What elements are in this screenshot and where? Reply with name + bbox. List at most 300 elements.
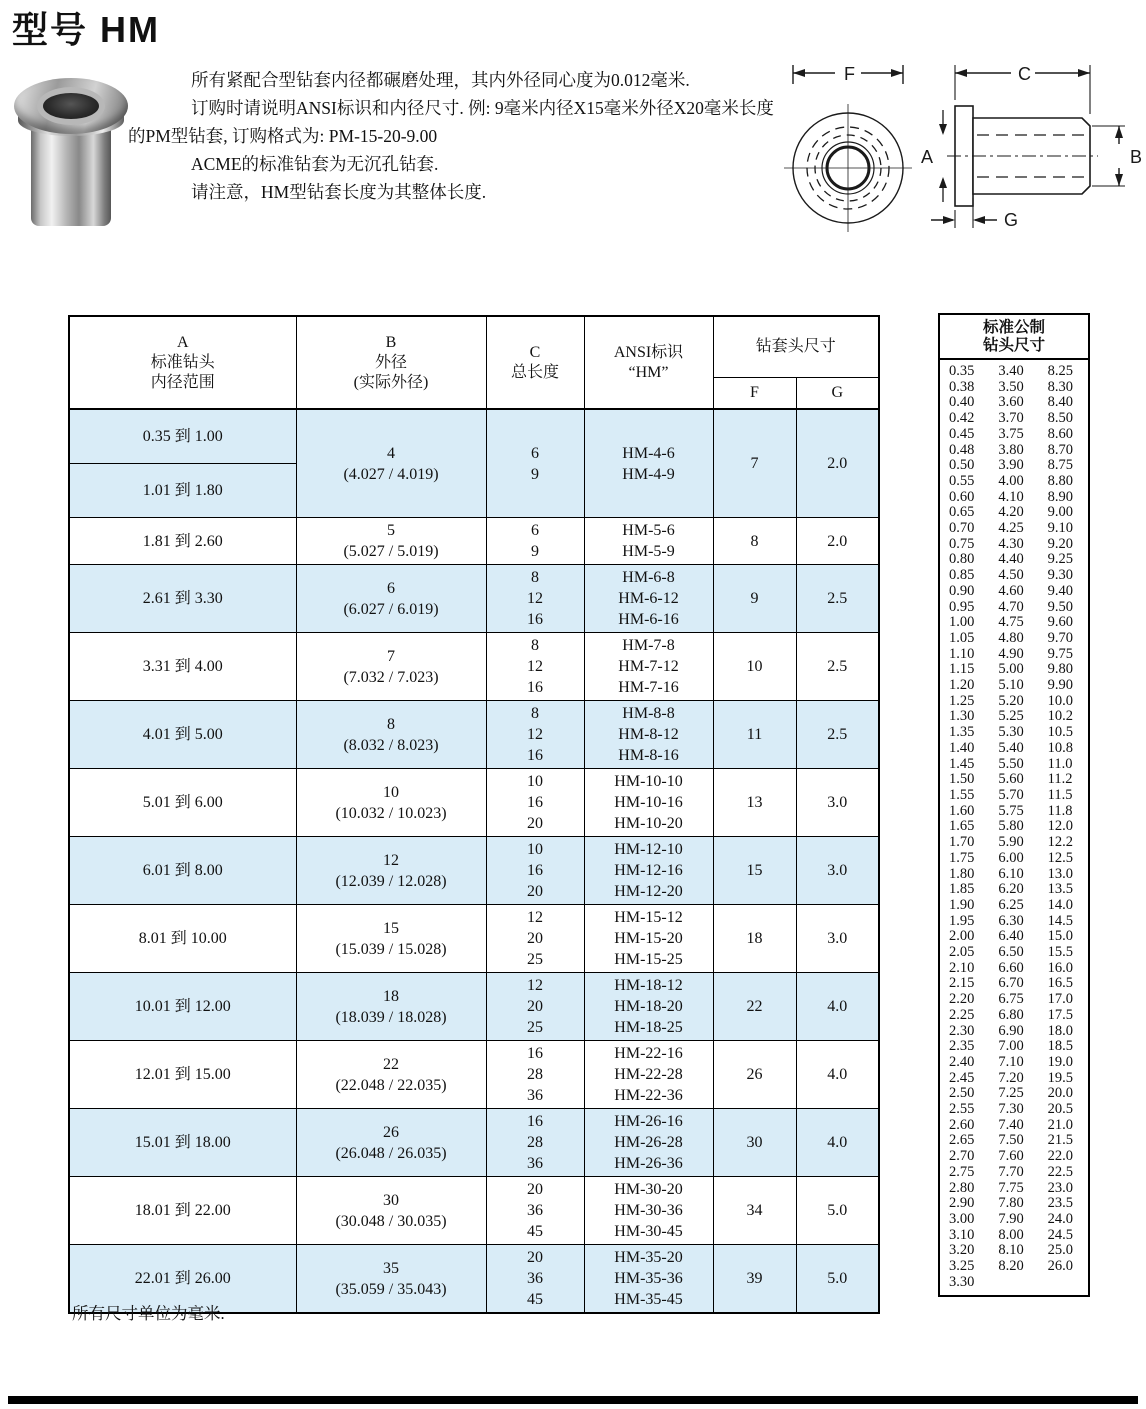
table-row — [69, 973, 879, 1041]
drill-size-value: 3.75 — [998, 425, 1024, 442]
drill-size-value: 9.70 — [1047, 629, 1074, 646]
cell-g: 5.0 — [796, 1245, 879, 1314]
dim-label-a: A — [920, 147, 933, 167]
drill-size-value: 16.0 — [1047, 959, 1074, 976]
table-row — [69, 905, 879, 973]
cell-g: 5.0 — [796, 1177, 879, 1245]
drill-size-value: 2.20 — [949, 991, 975, 1008]
drill-size-value: 0.35 — [949, 363, 975, 379]
cell-f: 22 — [713, 973, 796, 1041]
cell-range: 10.01 到 12.00 — [69, 973, 296, 1041]
cell-length: 6 9 — [486, 409, 584, 518]
table-row — [69, 633, 879, 701]
table-row — [69, 409, 879, 464]
drill-size-value: 9.50 — [1047, 598, 1074, 615]
drill-size-value: 1.95 — [949, 912, 975, 929]
cell-ansi: HM-18-12 HM-18-20 HM-18-25 — [584, 973, 713, 1041]
drill-size-value: 4.10 — [998, 488, 1024, 505]
metric-drill-table — [938, 313, 1090, 1297]
drill-size-value: 0.48 — [949, 441, 975, 458]
drill-size-value: 25.0 — [1047, 1242, 1074, 1259]
drill-size-value: 4.50 — [998, 567, 1024, 584]
drill-size-value: 13.0 — [1047, 865, 1074, 882]
drill-size-value: 4.25 — [998, 520, 1024, 537]
cell-g: 3.0 — [796, 769, 879, 837]
drill-size-value: 0.75 — [949, 535, 975, 552]
drill-size-value: 10.8 — [1047, 739, 1074, 756]
drill-size-value: 7.70 — [998, 1163, 1024, 1180]
drill-size-value: 4.00 — [998, 472, 1024, 489]
drill-size-value: 24.5 — [1047, 1226, 1074, 1243]
table-row — [69, 769, 879, 837]
main-table-body — [69, 409, 879, 1313]
drill-size-value: 6.50 — [998, 944, 1024, 961]
drill-size-value: 2.05 — [949, 944, 975, 961]
drill-size-value: 11.2 — [1047, 771, 1073, 788]
dim-label-b: B — [1130, 147, 1143, 167]
drill-size-value: 0.60 — [949, 488, 975, 505]
drill-size-value: 19.5 — [1047, 1069, 1074, 1086]
intro-line: 请注意，HM型钻套长度为其整体长度. — [191, 182, 487, 202]
drill-size-value: 20.5 — [1047, 1101, 1074, 1118]
drill-size-value: 10.2 — [1047, 708, 1074, 725]
drill-size-value: 1.10 — [949, 645, 975, 662]
drill-size-value: 5.75 — [998, 802, 1024, 819]
drill-size-value: 3.00 — [949, 1210, 975, 1227]
cell-length: 10 16 20 — [486, 769, 584, 837]
drill-size-value: 24.0 — [1047, 1210, 1074, 1227]
cell-od: 22 (22.048 / 22.035) — [296, 1041, 486, 1109]
intro-line: 所有紧配合型钻套内径都碾磨处理，其内外径同心度为0.012毫米. — [191, 70, 690, 90]
drill-size-value: 2.60 — [949, 1116, 975, 1133]
side-view-diagram — [931, 65, 1125, 228]
drill-size-value: 23.0 — [1047, 1179, 1074, 1196]
cell-g: 2.5 — [796, 701, 879, 769]
drill-size-value: 9.00 — [1047, 504, 1074, 521]
cell-od: 8 (8.032 / 8.023) — [296, 701, 486, 769]
drill-size-value: 1.05 — [949, 629, 975, 646]
cell-f: 9 — [713, 565, 796, 633]
drill-size-value: 7.75 — [998, 1179, 1024, 1196]
drill-size-value: 5.80 — [998, 818, 1024, 835]
drill-size-value: 11.8 — [1047, 802, 1073, 819]
table-row — [69, 518, 879, 565]
drill-size-value: 4.20 — [998, 504, 1024, 521]
header-g: G — [796, 378, 879, 410]
drill-size-value: 0.55 — [949, 472, 975, 489]
drill-size-value: 19.0 — [1047, 1053, 1074, 1070]
drill-size-value: 22.0 — [1047, 1148, 1074, 1165]
cell-ansi: HM-8-8 HM-8-12 HM-8-16 — [584, 701, 713, 769]
drill-size-value: 0.80 — [949, 551, 975, 568]
dimension-diagram — [783, 56, 1143, 251]
drill-size-value: 2.10 — [949, 959, 975, 976]
drill-size-value: 4.80 — [998, 629, 1024, 646]
drill-size-value: 4.30 — [998, 535, 1024, 552]
drill-size-value: 1.65 — [949, 818, 975, 835]
drill-size-value: 0.70 — [949, 520, 975, 537]
drill-size-value: 5.10 — [998, 677, 1024, 694]
drill-size-value: 23.5 — [1047, 1195, 1074, 1212]
drill-size-value: 1.25 — [949, 692, 975, 709]
cell-ansi: HM-26-16 HM-26-28 HM-26-36 — [584, 1109, 713, 1177]
drill-size-value: 4.75 — [998, 614, 1024, 631]
drill-size-value: 20.0 — [1047, 1085, 1074, 1102]
drill-size-value: 21.0 — [1047, 1116, 1074, 1133]
cell-length: 8 12 16 — [486, 701, 584, 769]
drill-size-value: 0.42 — [949, 410, 975, 427]
cell-ansi: HM-30-20 HM-30-36 HM-30-45 — [584, 1177, 713, 1245]
cell-f: 39 — [713, 1245, 796, 1314]
drill-size-value: 0.45 — [949, 425, 975, 442]
drill-size-value: 7.00 — [998, 1038, 1024, 1055]
drill-size-value: 4.90 — [998, 645, 1024, 662]
cell-od: 18 (18.039 / 18.028) — [296, 973, 486, 1041]
cell-f: 18 — [713, 905, 796, 973]
cell-f: 8 — [713, 518, 796, 565]
drill-size-value: 5.90 — [998, 834, 1024, 851]
cell-length: 20 36 45 — [486, 1245, 584, 1314]
header-f: F — [713, 378, 796, 410]
drill-size-value: 1.90 — [949, 896, 975, 913]
drill-size-value: 1.20 — [949, 677, 975, 694]
cell-ansi: HM-6-8 HM-6-12 HM-6-16 — [584, 565, 713, 633]
drill-size-value: 16.5 — [1047, 975, 1074, 992]
header-c: C 总长度 — [486, 316, 584, 409]
drill-size-value: 5.25 — [998, 708, 1024, 725]
cell-od: 7 (7.032 / 7.023) — [296, 633, 486, 701]
drill-size-value: 12.2 — [1047, 834, 1074, 851]
drill-size-value: 1.35 — [949, 724, 975, 741]
drill-size-value: 12.0 — [1047, 818, 1074, 835]
drill-size-value: 8.30 — [1047, 378, 1074, 395]
cell-f: 10 — [713, 633, 796, 701]
drill-size-value: 14.5 — [1047, 912, 1074, 929]
cell-range: 0.35 到 1.00 — [69, 409, 296, 464]
cell-range: 8.01 到 10.00 — [69, 905, 296, 973]
header-a: A 标准钻头 内径范围 — [69, 316, 296, 409]
drill-size-value: 1.50 — [949, 771, 975, 788]
drill-size-value: 4.40 — [998, 551, 1024, 568]
drill-size-value: 0.40 — [949, 394, 975, 411]
cell-od: 30 (30.048 / 30.035) — [296, 1177, 486, 1245]
drill-size-value: 2.75 — [949, 1163, 975, 1180]
drill-size-value: 6.25 — [998, 896, 1024, 913]
drill-size-value: 9.75 — [1047, 645, 1074, 662]
cell-g: 2.0 — [796, 518, 879, 565]
drill-size-value: 5.60 — [998, 771, 1024, 788]
cell-ansi: HM-12-10 HM-12-16 HM-12-20 — [584, 837, 713, 905]
table-row — [69, 701, 879, 769]
spec-table — [68, 315, 880, 1314]
drill-size-value: 15.5 — [1047, 944, 1074, 961]
drill-size-value: 9.20 — [1047, 535, 1074, 552]
table-row — [69, 565, 879, 633]
drill-size-value: 1.85 — [949, 881, 975, 898]
drill-size-value: 3.20 — [949, 1242, 975, 1259]
drill-size-value: 13.5 — [1047, 881, 1074, 898]
drill-size-value: 9.25 — [1047, 551, 1074, 568]
drill-size-value: 1.15 — [949, 661, 975, 678]
drill-size-value: 3.30 — [949, 1273, 975, 1290]
drill-size-value: 3.60 — [998, 394, 1024, 411]
drill-size-value: 8.60 — [1047, 425, 1074, 442]
drill-size-value: 9.80 — [1047, 661, 1074, 678]
cell-range: 12.01 到 15.00 — [69, 1041, 296, 1109]
cell-f: 34 — [713, 1177, 796, 1245]
drill-size-value: 5.00 — [998, 661, 1024, 678]
drill-size-value: 7.25 — [998, 1085, 1024, 1102]
drill-size-value: 9.60 — [1047, 614, 1074, 631]
drill-size-value: 6.20 — [998, 881, 1024, 898]
intro-line: 订购时请说明ANSI标识和内径尺寸. 例: 9毫米内径X15毫米外径X20毫米长度的PM型钻套, 订购格式为: PM-15-20-9.00 — [128, 98, 774, 146]
drill-size-value: 2.70 — [949, 1148, 975, 1165]
drill-size-value: 2.80 — [949, 1179, 975, 1196]
drill-size-value: 8.20 — [998, 1258, 1024, 1275]
dim-label-c: C — [1018, 64, 1031, 84]
drill-size-value: 26.0 — [1047, 1258, 1074, 1275]
drill-size-value: 2.45 — [949, 1069, 975, 1086]
drill-size-value: 6.00 — [998, 849, 1024, 866]
drill-size-value: 3.25 — [949, 1258, 975, 1275]
table-row — [69, 1177, 879, 1245]
cell-g: 3.0 — [796, 905, 879, 973]
drill-size-value: 8.10 — [998, 1242, 1024, 1259]
drill-size-value: 2.90 — [949, 1195, 975, 1212]
cell-g: 2.0 — [796, 409, 879, 518]
drill-size-value: 1.40 — [949, 739, 975, 756]
drill-size-value: 8.80 — [1047, 472, 1074, 489]
cell-ansi: HM-15-12 HM-15-20 HM-15-25 — [584, 905, 713, 973]
drill-size-value: 9.40 — [1047, 582, 1074, 599]
cell-length: 8 12 16 — [486, 565, 584, 633]
table-row — [69, 1041, 879, 1109]
cell-ansi: HM-22-16 HM-22-28 HM-22-36 — [584, 1041, 713, 1109]
cell-g: 4.0 — [796, 1109, 879, 1177]
drill-size-value: 6.10 — [998, 865, 1024, 882]
drill-size-value: 0.95 — [949, 598, 975, 615]
drill-size-value: 5.20 — [998, 692, 1024, 709]
cell-length: 10 16 20 — [486, 837, 584, 905]
drill-size-value: 11.5 — [1047, 786, 1073, 803]
page-title: 型号 HM — [12, 9, 160, 50]
cell-f: 30 — [713, 1109, 796, 1177]
cell-length: 12 20 25 — [486, 973, 584, 1041]
header-b: B 外径 (实际外径) — [296, 316, 486, 409]
units-footnote: 所有尺寸单位为毫米. — [72, 1304, 225, 1323]
cell-range: 4.01 到 5.00 — [69, 701, 296, 769]
drill-size-value: 9.90 — [1047, 677, 1074, 694]
drill-col-3 — [1039, 364, 1088, 1290]
drill-size-value: 1.00 — [949, 614, 975, 631]
drill-size-value: 10.0 — [1047, 692, 1074, 709]
drill-size-value: 18.5 — [1047, 1038, 1074, 1055]
drill-size-value: 7.80 — [998, 1195, 1024, 1212]
drill-size-value: 3.50 — [998, 378, 1024, 395]
cell-length: 12 20 25 — [486, 905, 584, 973]
drill-size-value: 8.50 — [1047, 410, 1074, 427]
drill-size-value: 4.60 — [998, 582, 1024, 599]
cell-od: 26 (26.048 / 26.035) — [296, 1109, 486, 1177]
drill-size-value: 6.30 — [998, 912, 1024, 929]
drill-size-value: 2.15 — [949, 975, 975, 992]
drill-size-value: 8.90 — [1047, 488, 1074, 505]
cell-od: 10 (10.032 / 10.023) — [296, 769, 486, 837]
drill-size-value: 7.30 — [998, 1101, 1024, 1118]
cell-od: 5 (5.027 / 5.019) — [296, 518, 486, 565]
cell-g: 2.5 — [796, 565, 879, 633]
cell-range: 18.01 到 22.00 — [69, 1177, 296, 1245]
drill-size-value: 7.90 — [998, 1210, 1024, 1227]
drill-table-body — [940, 360, 1088, 1295]
cell-f: 7 — [713, 409, 796, 518]
drill-size-value: 12.5 — [1047, 849, 1074, 866]
cell-ansi: HM-10-10 HM-10-16 HM-10-20 — [584, 769, 713, 837]
drill-size-value: 8.25 — [1047, 363, 1074, 379]
drill-size-value: 6.70 — [998, 975, 1024, 992]
drill-size-value: 1.55 — [949, 786, 975, 803]
cell-f: 11 — [713, 701, 796, 769]
cell-f: 13 — [713, 769, 796, 837]
cell-range: 6.01 到 8.00 — [69, 837, 296, 905]
drill-size-value: 7.10 — [998, 1053, 1024, 1070]
cell-g: 3.0 — [796, 837, 879, 905]
drill-size-value: 2.35 — [949, 1038, 975, 1055]
drill-size-value: 6.75 — [998, 991, 1024, 1008]
drill-size-value: 6.90 — [998, 1022, 1024, 1039]
drill-size-value: 7.50 — [998, 1132, 1024, 1149]
cell-f: 26 — [713, 1041, 796, 1109]
drill-size-value: 9.30 — [1047, 567, 1074, 584]
product-photo — [14, 74, 128, 230]
drill-size-value: 6.80 — [998, 1006, 1024, 1023]
cell-ansi: HM-35-20 HM-35-36 HM-35-45 — [584, 1245, 713, 1314]
drill-size-value: 8.40 — [1047, 394, 1074, 411]
cell-f: 15 — [713, 837, 796, 905]
drill-size-value: 0.65 — [949, 504, 975, 521]
drill-size-value: 2.40 — [949, 1053, 975, 1070]
drill-size-value: 0.85 — [949, 567, 975, 584]
drill-size-value: 3.80 — [998, 441, 1024, 458]
cell-od: 35 (35.059 / 35.043) — [296, 1245, 486, 1314]
dim-label-g: G — [1004, 210, 1019, 230]
drill-size-value: 3.10 — [949, 1226, 975, 1243]
cell-g: 4.0 — [796, 973, 879, 1041]
drill-size-value: 6.60 — [998, 959, 1024, 976]
cell-od: 4 (4.027 / 4.019) — [296, 409, 486, 518]
front-view-diagram — [784, 65, 912, 232]
drill-size-value: 15.0 — [1047, 928, 1074, 945]
drill-size-value: 8.75 — [1047, 457, 1074, 474]
drill-size-value: 5.70 — [998, 786, 1024, 803]
cell-ansi: HM-7-8 HM-7-12 HM-7-16 — [584, 633, 713, 701]
drill-size-value: 1.45 — [949, 755, 975, 772]
drill-size-value: 4.70 — [998, 598, 1024, 615]
drill-size-value: 5.40 — [998, 739, 1024, 756]
intro-text — [128, 66, 783, 206]
cell-range: 22.01 到 26.00 — [69, 1245, 296, 1314]
drill-size-value: 14.0 — [1047, 896, 1074, 913]
drill-size-value: 1.60 — [949, 802, 975, 819]
table-row — [69, 1109, 879, 1177]
header-head-size: 钻套头尺寸 — [713, 316, 879, 378]
cell-length: 6 9 — [486, 518, 584, 565]
cell-od: 15 (15.039 / 15.028) — [296, 905, 486, 973]
cell-range: 15.01 到 18.00 — [69, 1109, 296, 1177]
drill-size-value: 11.0 — [1047, 755, 1073, 772]
drill-size-value: 18.0 — [1047, 1022, 1074, 1039]
drill-size-value: 2.30 — [949, 1022, 975, 1039]
header-ansi: ANSI标识 “HM” — [584, 316, 713, 409]
drill-size-value: 21.5 — [1047, 1132, 1074, 1149]
drill-size-value: 8.70 — [1047, 441, 1074, 458]
cell-range: 5.01 到 6.00 — [69, 769, 296, 837]
drill-size-value: 9.10 — [1047, 520, 1074, 537]
drill-size-value: 10.5 — [1047, 724, 1074, 741]
drill-size-value: 3.90 — [998, 457, 1024, 474]
drill-size-value: 0.50 — [949, 457, 975, 474]
cell-g: 2.5 — [796, 633, 879, 701]
table-row — [69, 837, 879, 905]
cell-range: 3.31 到 4.00 — [69, 633, 296, 701]
drill-size-value: 17.0 — [1047, 991, 1074, 1008]
dim-label-f: F — [844, 64, 855, 84]
cell-range: 1.81 到 2.60 — [69, 518, 296, 565]
drill-size-value: 7.20 — [998, 1069, 1024, 1086]
drill-size-value: 1.80 — [949, 865, 975, 882]
cell-od: 6 (6.027 / 6.019) — [296, 565, 486, 633]
cell-length: 8 12 16 — [486, 633, 584, 701]
drill-size-value: 1.75 — [949, 849, 975, 866]
drill-size-value: 3.40 — [998, 363, 1024, 379]
cell-length: 20 36 45 — [486, 1177, 584, 1245]
drill-size-value: 2.50 — [949, 1085, 975, 1102]
drill-size-value: 17.5 — [1047, 1006, 1074, 1023]
drill-col-1 — [940, 364, 989, 1290]
cell-range: 1.01 到 1.80 — [69, 464, 296, 518]
drill-size-value: 1.30 — [949, 708, 975, 725]
drill-col-2 — [989, 364, 1038, 1290]
cell-ansi: HM-4-6 HM-4-9 — [584, 409, 713, 518]
cell-length: 16 28 36 — [486, 1109, 584, 1177]
drill-size-value: 5.30 — [998, 724, 1024, 741]
drill-size-value: 2.25 — [949, 1006, 975, 1023]
drill-size-value: 0.38 — [949, 378, 975, 395]
drill-size-value: 2.00 — [949, 928, 975, 945]
drill-size-value: 2.65 — [949, 1132, 975, 1149]
drill-size-value: 7.60 — [998, 1148, 1024, 1165]
cell-g: 4.0 — [796, 1041, 879, 1109]
drill-size-value: 8.00 — [998, 1226, 1024, 1243]
bottom-rule — [8, 1396, 1138, 1404]
drill-size-value: 22.5 — [1047, 1163, 1074, 1180]
intro-line: ACME的标准钻套为无沉孔钻套. — [191, 154, 439, 174]
drill-size-value: 3.70 — [998, 410, 1024, 427]
drill-size-value: 2.55 — [949, 1101, 975, 1118]
cell-length: 16 28 36 — [486, 1041, 584, 1109]
cell-od: 12 (12.039 / 12.028) — [296, 837, 486, 905]
drill-size-value: 5.50 — [998, 755, 1024, 772]
cell-range: 2.61 到 3.30 — [69, 565, 296, 633]
cell-ansi: HM-5-6 HM-5-9 — [584, 518, 713, 565]
drill-table-title: 标准公制 钻头尺寸 — [940, 315, 1088, 360]
drill-size-value: 7.40 — [998, 1116, 1024, 1133]
drill-size-value: 1.70 — [949, 834, 975, 851]
technical-drawings — [783, 56, 1143, 256]
header-row — [69, 316, 879, 378]
drill-size-value: 6.40 — [998, 928, 1024, 945]
drill-size-value: 0.90 — [949, 582, 975, 599]
